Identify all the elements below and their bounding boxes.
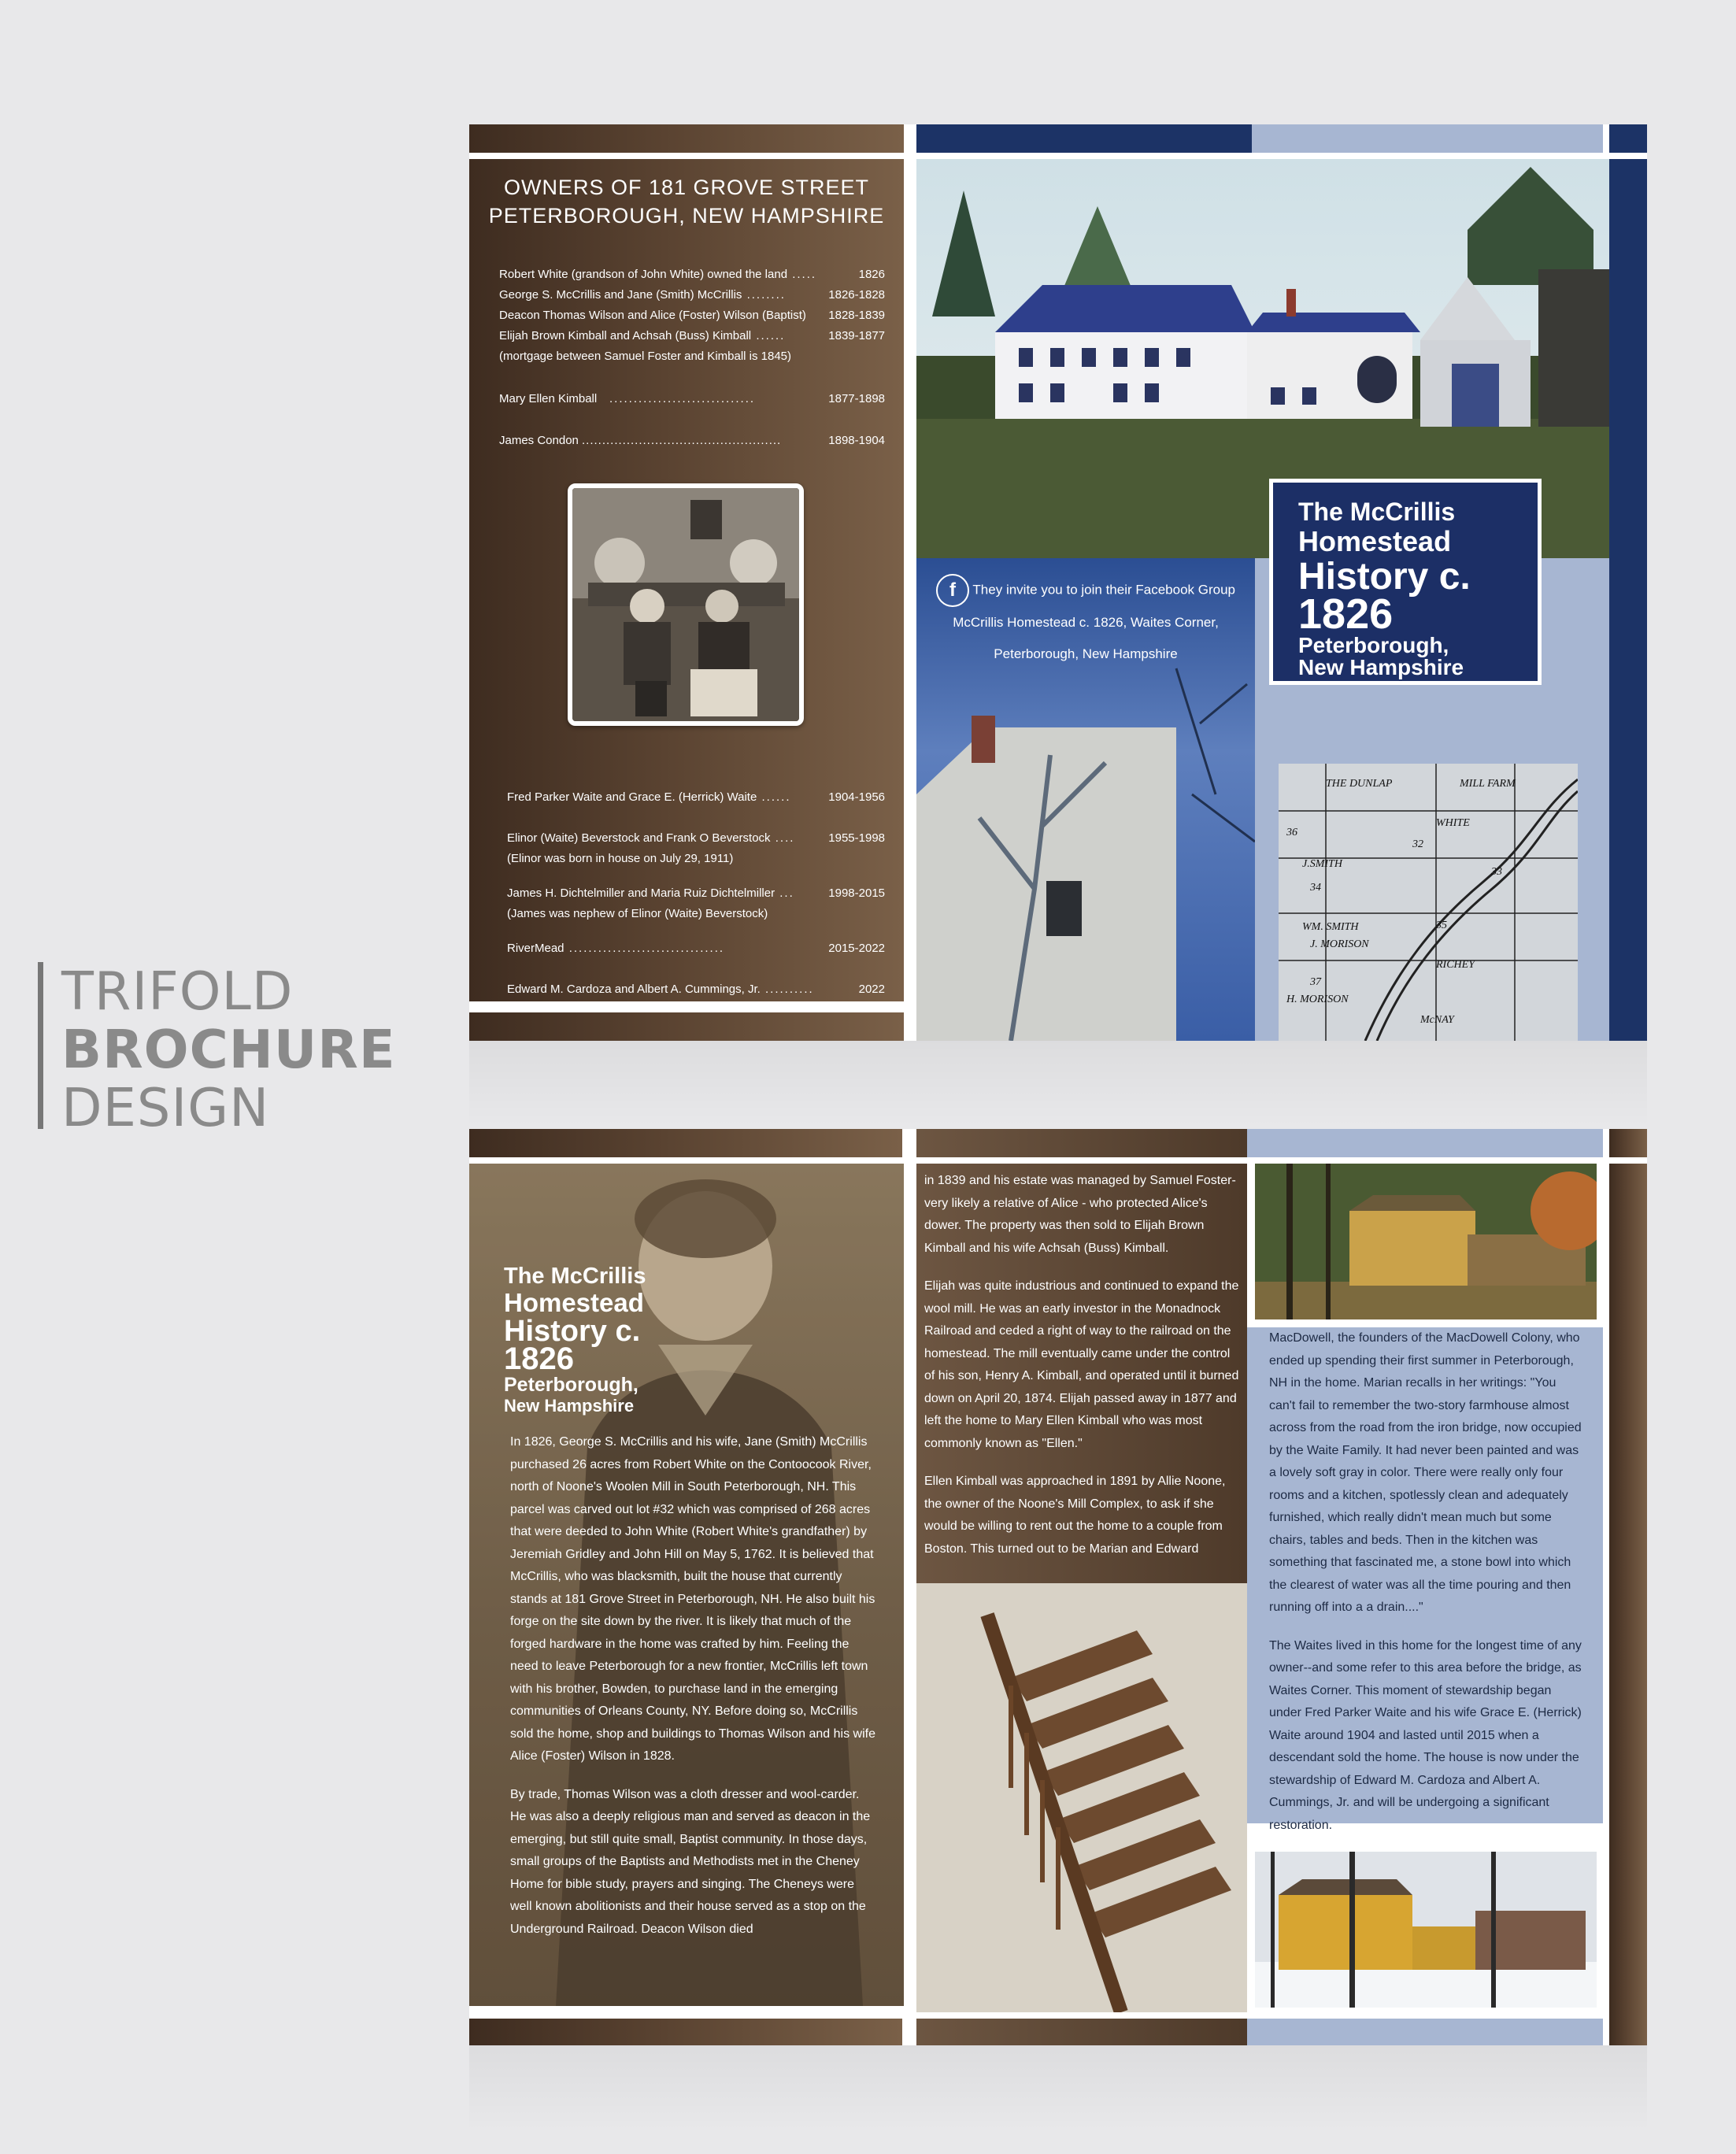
history-panel — [469, 1164, 904, 2006]
paragraph: By trade, Thomas Wilson was a cloth dresser and wool-carder. He was also a deeply religious man and served as deacon in the emerging, but still quite small, Baptist community. In those days, small groups of the Baptists and Methodists met in the Cheney Home for bible study, prayers and singing. The Cheneys were well known abolitionists and their house served as a stop on the Underground Railroad. Deacon Wilson died — [510, 1787, 871, 1936]
facebook-invite — [916, 574, 1255, 670]
owner-years: 1828-1839 — [828, 309, 885, 322]
history-text-col2 — [924, 1170, 1242, 1576]
owner-row — [499, 305, 885, 326]
owner-dots: ...... — [751, 329, 786, 342]
owner-years: 1839-1877 — [828, 329, 885, 342]
map-label: RICHEY — [1436, 959, 1475, 971]
history-text-col2-bg — [916, 1164, 1247, 1583]
cover-title-line5: Peterborough, — [1298, 633, 1449, 657]
paragraph: MacDowell, the founders of the MacDowell Colony, who ended up spending their first summer in Peterborough, NH in the home. Marian recalls in her writings: "You can't fail to remember the two-story farmhouse almost across from the road from the iron bridge, now occupied by the Waite Family. It had never been painted and was a lovely soft gray in color. There were really only four rooms and a kitchen, spotlessly clean and adequately furnished, which really didn't mean much but some chairs, tables and beds. Then in the kitchen was something that fascinated me, a stone bowl into which the clearest of water was all the time pouring and then running off into a a drain...." — [1269, 1331, 1582, 1614]
paragraph: Elijah was quite industrious and continued to expand the wool mill. He was an early investor in the Monadnock Railroad and ceded a right of way to the railroad on the homestead. The mill eventually came under the control of his son, Henry A. Kimball, and operated until it burned down on April 20, 1874. Elijah passed away in 1877 and left the home to Mary Ellen Kimball who was most commonly known as "Ellen." — [924, 1279, 1239, 1450]
top-strip-lightblue — [1247, 1129, 1603, 1157]
staircase-photo — [916, 1583, 1247, 2012]
map-label: 35 — [1436, 920, 1447, 931]
historic-map — [1279, 764, 1578, 1041]
cover-title-line4: 1826 — [1298, 590, 1394, 638]
owner-years: 1826 — [858, 268, 885, 281]
owner-dots: .......... — [760, 983, 814, 996]
sheet-shadow — [469, 2045, 1647, 2132]
owner-entry — [507, 828, 885, 869]
bottom-strip-brown-mid — [916, 2019, 1247, 2045]
couple-photo — [568, 483, 804, 726]
owner-dots: ... — [775, 886, 794, 900]
owner-name: RiverMead — [507, 942, 564, 955]
top-strip-brown — [469, 1129, 902, 1157]
owner-years: 1955-1998 — [828, 831, 885, 845]
facebook-line2: McCrillis Homestead c. 1826, Waites Corner, — [953, 615, 1219, 630]
facebook-icon[interactable]: f — [936, 574, 969, 607]
history-text-col3 — [1269, 1327, 1584, 1852]
map-label: J. MORISON — [1310, 938, 1369, 950]
owner-note: (Elinor was born in house on July 29, 1911) — [507, 852, 734, 865]
map-label: 32 — [1412, 838, 1423, 850]
owner-entry — [507, 883, 885, 924]
owner-entry — [507, 787, 885, 808]
winter-house-photo — [1255, 1852, 1597, 2008]
map-label: McNAY — [1420, 1014, 1454, 1026]
paragraph: In 1826, George S. McCrillis and his wife, Jane (Smith) McCrillis purchased 26 acres from Robert White on the Contoocook River, north of Noone's Woolen Mill in South Peterborough, NH. This parcel was carved out lot #32 which was comprised of 268 acres that were deeded to John White (Robert White's grandfather) by Jeremiah Gridley and John Hill on May 5, 1762. It is believed that McCrillis, who was blacksmith, built the house that currently stands at 181 Grove Street in Peterborough, NH. He also built his forge on the site down by the river. It is likely that much of the forged hardware in the home was crafted by him. Feeling the need to leave Peterborough for a new frontier, McCrillis left town with his brother, Bowden, to purchase land in the emerging communities of Orleans County, NY. Before doing so, McCrillis sold the home, shop and buildings to Thomas Wilson and his wife Alice (Foster) Wilson in 1828. — [510, 1435, 875, 1763]
label-line-trifold: TRIFOLD — [61, 960, 294, 1022]
owner-row — [507, 828, 885, 849]
house-photo — [916, 558, 1255, 1041]
cover-panel — [916, 159, 1609, 1041]
owner-dots: .............................. — [609, 392, 756, 405]
owner-dots: .... — [770, 831, 795, 845]
paragraph: The Waites lived in this home for the longest time of any owner--and some refer to this area before the bridge, as Waites Corner. This moment of stewardship began under Fred Parker Waite and his wife Grace E. (Herrick) Waite around 1904 and lasted until 2015 when a descendant sold the home. The house is now under the stewardship of Edward M. Cardoza and Albert A. Cummings, Jr. and will be undergoing a significant restoration. — [1269, 1638, 1582, 1832]
owner-name: Elinor (Waite) Beverstock and Frank O Beverstock — [507, 831, 771, 845]
cover-title-line2: Homestead — [1298, 525, 1452, 557]
map-label: WM. SMITH — [1302, 921, 1359, 933]
owners-title — [469, 173, 904, 230]
label-accent-bar — [38, 962, 43, 1129]
top-strip-navy — [916, 124, 1252, 153]
owner-name: Mary Ellen Kimball — [499, 392, 598, 405]
owner-name: Edward M. Cardoza and Albert A. Cummings, Jr. — [507, 983, 761, 996]
label-line-brochure: BROCHURE — [61, 1019, 396, 1080]
owner-dots: ........ — [742, 288, 786, 302]
history-text-col3-bg — [1247, 1327, 1603, 1832]
owner-entry — [507, 938, 885, 959]
owner-row — [499, 285, 885, 305]
top-strip-brown — [469, 124, 904, 153]
map-label: J.SMITH — [1302, 858, 1342, 870]
owner-note: (James was nephew of Elinor (Waite) Beverstock) — [507, 907, 768, 920]
owner-years: 2015-2022 — [828, 942, 885, 955]
bottom-strip-brown — [469, 2019, 902, 2045]
map-label: 37 — [1310, 976, 1321, 988]
map-label: 34 — [1310, 882, 1321, 894]
cover-title-line1: The McCrillis — [1298, 498, 1456, 526]
map-label: 36 — [1286, 827, 1297, 838]
top-strip-navy-edge — [1609, 124, 1647, 153]
owners-list-a — [499, 265, 885, 346]
cover-title-box — [1269, 479, 1542, 685]
inside-title-line1: The McCrillis — [504, 1264, 646, 1289]
history-text-col1 — [510, 1431, 875, 1956]
bottom-strip-brown — [469, 1012, 904, 1041]
owner-entry — [507, 979, 885, 1000]
top-strip-brown-edge — [1609, 1129, 1647, 1157]
owner-row — [499, 326, 885, 346]
cover-title-line6: New Hampshire — [1298, 655, 1464, 679]
map-label: H. MORISON — [1286, 994, 1349, 1005]
owner-years: 2022 — [858, 983, 885, 996]
inside-title-line3: History c. — [504, 1315, 641, 1348]
owner-name: Robert White (grandson of John White) owned the land — [499, 268, 788, 281]
owner-row — [499, 265, 885, 285]
owners-panel — [469, 159, 904, 1001]
inside-title-line6: New Hampshire — [504, 1396, 635, 1416]
owner-dots: ...... — [757, 790, 791, 804]
inside-title-line5: Peterborough, — [504, 1374, 639, 1396]
top-strip-brown-mid — [916, 1129, 1247, 1157]
inside-title-line2: Homestead — [504, 1288, 644, 1317]
map-label: THE DUNLAP — [1326, 778, 1393, 790]
owner-row — [507, 883, 885, 904]
owner-row — [499, 431, 885, 451]
owner-name: Deacon Thomas Wilson and Alice (Foster) Wilson (Baptist) — [499, 309, 806, 322]
owner-name: George S. McCrillis and Jane (Smith) McCrillis — [499, 288, 742, 302]
top-strip-lightblue — [1252, 124, 1603, 153]
map-label: 33 — [1491, 866, 1502, 878]
sheet-shadow — [469, 1041, 1647, 1127]
map-label: MILL FARM — [1460, 778, 1516, 790]
owner-row — [507, 787, 885, 808]
brochure-outside-sheet — [469, 124, 1647, 1041]
owner-dots: ..... — [787, 268, 817, 281]
cover-title-line3: History c. — [1298, 556, 1471, 598]
paragraph: Ellen Kimball was approached in 1891 by Allie Noone, the owner of the Noone's Mill Complex, to ask if she would be willing to rent out the home to a couple from Boston. This turned out to be Marian and Edward — [924, 1475, 1226, 1556]
right-edge-brown — [1609, 1164, 1647, 2045]
facebook-line1 — [916, 574, 1255, 607]
owner-years: 1904-1956 — [828, 790, 885, 804]
owner-row — [507, 979, 885, 1000]
owner-row — [499, 389, 885, 409]
owner-name: James H. Dichtelmiller and Maria Ruiz Dichtelmiller — [507, 886, 775, 900]
owner-years: 1998-2015 — [828, 886, 885, 900]
right-edge-navy — [1609, 159, 1647, 1041]
owner-dots: ................................ — [564, 942, 725, 955]
paragraph: in 1839 and his estate was managed by Samuel Foster- very likely a relative of Alice - who protected Alice's dower. The property was then sold to Elijah Brown Kimball and his wife Achsah (Buss) Kimball. — [924, 1174, 1236, 1255]
owner-name: Elijah Brown Kimball and Achsah (Buss) Kimball — [499, 329, 752, 342]
owner-row — [507, 938, 885, 959]
owners-list-b — [507, 787, 885, 1020]
owner-years: 1898-1904 — [828, 434, 885, 447]
owner-years: 1877-1898 — [828, 392, 885, 405]
owner-years: 1826-1828 — [828, 288, 885, 302]
owners-note: (mortgage between Samuel Foster and Kimball is 1845) — [499, 350, 792, 363]
autumn-house-photo — [1255, 1164, 1597, 1319]
inside-title-line4: 1826 — [504, 1342, 574, 1376]
owners-title-line2: PETERBOROUGH, NEW HAMPSHIRE — [488, 204, 885, 228]
brochure-inside-sheet — [469, 1129, 1647, 2045]
facebook-text: They invite you to join their Facebook Group — [972, 582, 1235, 598]
label-line-design: DESIGN — [61, 1077, 270, 1138]
facebook-line3: Peterborough, New Hampshire — [994, 646, 1178, 661]
owner-dots: ................................................. — [582, 434, 782, 447]
map-label: WHITE — [1436, 817, 1470, 829]
owners-title-line1: OWNERS OF 181 GROVE STREET — [503, 176, 870, 199]
owner-name: Fred Parker Waite and Grace E. (Herrick) Waite — [507, 790, 757, 804]
bottom-strip-lightblue — [1247, 2019, 1603, 2045]
owner-name: James Condon — [499, 434, 579, 447]
